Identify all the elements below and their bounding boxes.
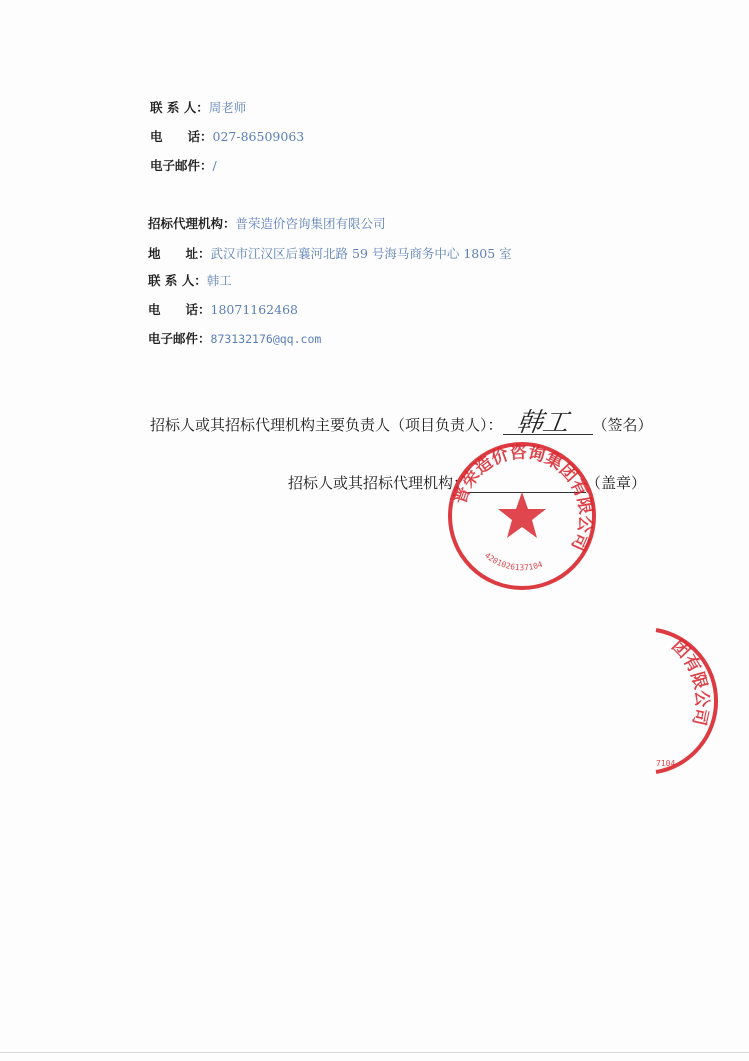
tenderer-contact-label: 联 系 人： xyxy=(150,100,209,115)
agency-email-label: 电子邮件： xyxy=(148,331,211,346)
tenderer-phone-value: 027-86509063 xyxy=(212,129,305,144)
seal-text: 普荣造价咨询集团有限公司 xyxy=(450,442,596,554)
signature-field xyxy=(503,408,593,438)
agency-address-value: 武汉市江汉区后襄河北路 59 号海马商务中心 1805 室 xyxy=(210,246,512,261)
agency-contact-label: 联 系 人： xyxy=(148,273,207,288)
tenderer-contact-row xyxy=(150,98,246,116)
stamp-suffix: （盖章） xyxy=(586,474,647,492)
partial-seal-icon xyxy=(654,628,749,774)
agency-phone-value: 18071162468 xyxy=(210,302,298,317)
tenderer-email-label: 电子邮件： xyxy=(150,158,213,173)
seal-code: 4201026137104 xyxy=(482,550,544,573)
agency-contact-row xyxy=(148,271,232,289)
agency-phone-label: 电 话： xyxy=(148,302,211,317)
partial-seal-code: 7104 xyxy=(656,759,676,768)
tenderer-email-row xyxy=(150,156,217,174)
agency-name-value: 普荣造价咨询集团有限公司 xyxy=(235,216,386,231)
company-seal-icon xyxy=(446,440,598,592)
page-bottom-line xyxy=(0,1052,749,1053)
partial-seal-text: 团有限公司 xyxy=(667,636,712,728)
svg-text:团有限公司 xyxy=(668,636,712,727)
agency-email-value: 873132176@qq.com xyxy=(210,332,322,346)
tenderer-phone-row xyxy=(150,127,304,145)
tenderer-email-value: / xyxy=(212,158,217,173)
agency-name-label: 招标代理机构： xyxy=(148,216,236,231)
agency-phone-row xyxy=(148,300,298,318)
handwritten-signature: 韩工 xyxy=(514,408,571,438)
agency-address-label: 地 址： xyxy=(148,246,211,261)
agency-email-row xyxy=(148,329,321,347)
organization-label: 招标人或其招标代理机构： xyxy=(288,474,469,492)
agency-contact-value: 韩工 xyxy=(206,273,232,288)
agency-name-row xyxy=(148,214,386,232)
responsible-person-line xyxy=(150,408,653,438)
sign-suffix: （签名） xyxy=(592,416,653,434)
agency-address-row xyxy=(148,244,512,262)
responsible-person-label: 招标人或其招标代理机构主要负责人（项目负责人）： xyxy=(150,416,503,434)
tenderer-phone-label: 电 话： xyxy=(150,129,213,144)
tenderer-contact-value: 周老师 xyxy=(208,100,247,115)
svg-text:4201026137104 xyxy=(483,551,544,573)
